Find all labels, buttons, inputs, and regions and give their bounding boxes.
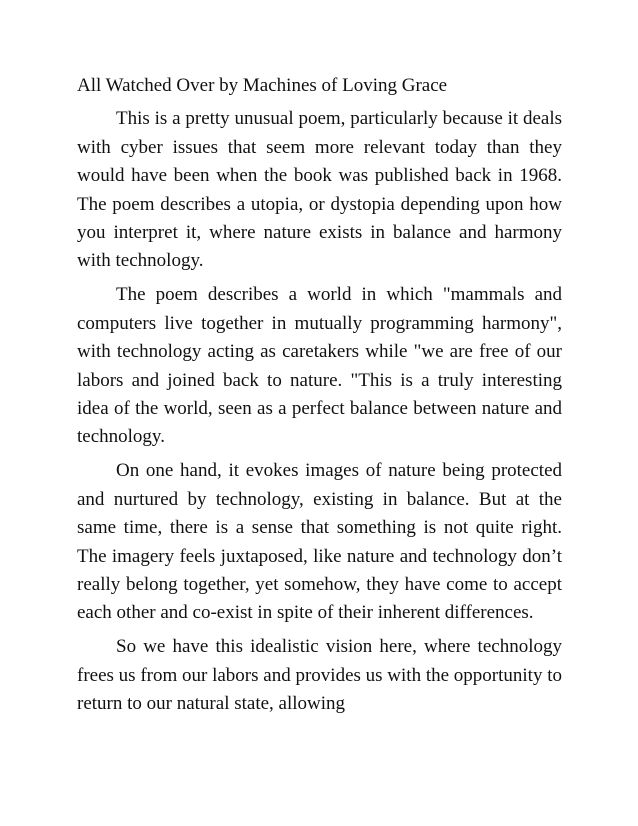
- paragraph-2: The poem describes a world in which "mammals and computers live together in mutually programming harmony", with technology acting as caretakers while "we are free of our labors and joined back to nature. "This is a truly interesting idea of the world, seen as a perfect balance between nature and technology.: [77, 284, 562, 448]
- paragraph-1: This is a pretty unusual poem, particularly because it deals with cyber issues that seem more relevant today than they would have been when the book was published back in 1968. The poem describes a utopia, or dystopia depending upon how you interpret it, where nature exists in balance and harmony with technology.: [77, 108, 562, 272]
- document-title: All Watched Over by Machines of Loving Grace: [77, 75, 448, 96]
- paragraph-3: On one hand, it evokes images of nature being protected and nurtured by technology, existing in balance. But at the same time, there is a sense that something is not quite right. The imagery feels juxtaposed, like nature and technology don’t really belong together, yet somehow, they have come to accept each other and co-exist in spite of their inherent differences.: [77, 460, 562, 624]
- paragraph-4: So we have this idealistic vision here, where technology frees us from our labors and provides us with the opportunity to return to our natural state, allowing: [77, 636, 562, 715]
